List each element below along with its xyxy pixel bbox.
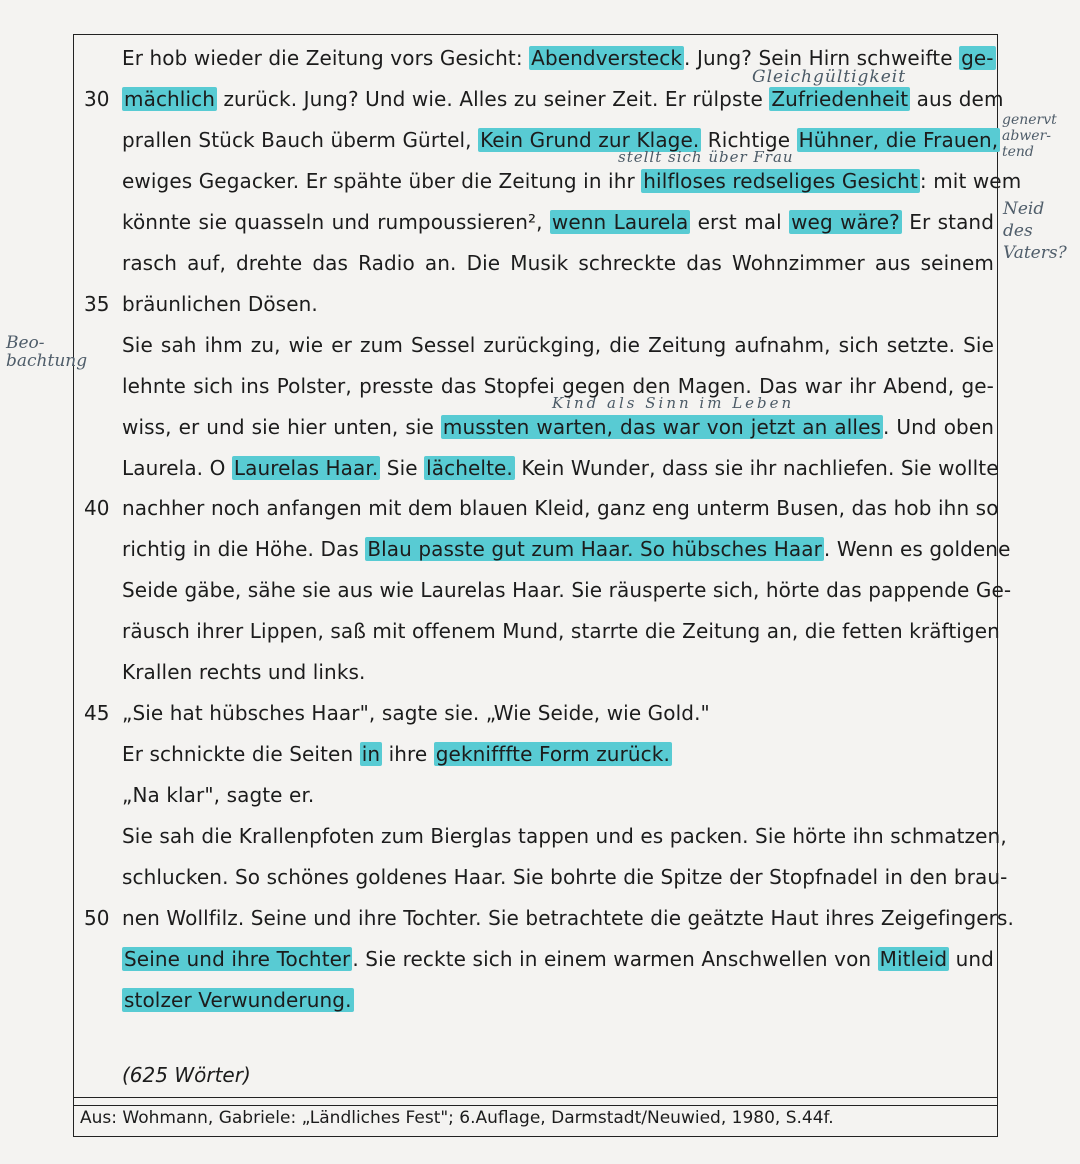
highlighted-text: Abendversteck — [531, 46, 683, 70]
word-count: (625 Wörter) — [122, 1063, 251, 1087]
text-segment: lehnte sich ins Polster, presste das Stopfei gegen den Magen. Das war ihr Abend, ge- — [122, 374, 994, 398]
text-segment: „Sie hat hübsches Haar", sagte sie. „Wie Seide, wie Gold." — [122, 701, 710, 725]
text-segment: . Und oben — [883, 415, 995, 439]
text-segment: . Wenn es goldene — [823, 537, 1011, 561]
text-line — [122, 496, 999, 520]
text-line — [122, 701, 994, 725]
highlighted-text: weg wäre? — [791, 210, 900, 234]
annotation-gleichgueltigkeit: Gleichgültigkeit — [752, 67, 907, 87]
text-segment: Er hob wieder die Zeitung vors Gesicht: — [122, 46, 530, 70]
text-line — [122, 783, 994, 807]
highlighted-text: Kein Grund zur Klage. — [480, 128, 700, 152]
text-segment: nen Wollfilz. Seine und ihre Tochter. Sie betrachtete die geätzte Haut ihres Zeigefingers. — [122, 906, 1014, 930]
highlighted-text: mächlich — [124, 87, 215, 111]
text-line — [122, 333, 994, 357]
text-line — [122, 660, 994, 684]
line-number: 45 — [84, 701, 110, 725]
source-citation: Aus: Wohmann, Gabriele: „Ländliches Fest"; 6.Auflage, Darmstadt/Neuwied, 1980, S.44f. — [73, 1097, 998, 1137]
text-segment: könnte sie quasseln und rumpoussieren², — [122, 210, 550, 234]
text-segment: und — [949, 947, 994, 971]
text-line — [122, 865, 1008, 889]
text-segment: . Jung? Sein Hirn schweifte — [684, 46, 960, 70]
text-line — [122, 988, 994, 1012]
line-number: 35 — [84, 292, 110, 316]
text-line — [122, 251, 994, 275]
annotation-beobachtung: Beo- bachtung — [6, 333, 88, 371]
text-segment: aus dem — [910, 87, 1004, 111]
annotation-neid: Neid des Vaters? — [1003, 199, 1067, 263]
text-segment: richtig in die Höhe. Das — [122, 537, 366, 561]
text-line — [122, 906, 1014, 930]
text-line — [122, 537, 1011, 561]
annotation-stellt-sich: stellt sich über Frau — [618, 148, 794, 166]
highlighted-text: wenn Laurela — [551, 210, 689, 234]
highlighted-text: Mitleid — [879, 947, 948, 971]
text-line — [122, 947, 994, 971]
text-segment: bräunlichen Dösen. — [122, 292, 318, 316]
text-line — [122, 619, 1000, 643]
text-segment: Sie sah die Krallenpfoten zum Bierglas tappen und es packen. Sie hörte ihn schmatzen, — [122, 824, 1007, 848]
text-frame — [73, 34, 998, 1106]
text-segment: Kein Wunder, dass sie ihr nachliefen. Sie wollte — [514, 456, 999, 480]
text-line — [122, 128, 999, 152]
text-segment: schlucken. So schönes goldenes Haar. Sie bohrte die Spitze der Stopfnadel in den brau- — [122, 865, 1008, 889]
text-line — [122, 456, 999, 480]
highlighted-text: Zufriedenheit — [771, 87, 909, 111]
text-segment: prallen Stück Bauch überm Gürtel, — [122, 128, 479, 152]
annotation-kind-als-sinn: Kind als Sinn im Leben — [552, 394, 795, 412]
highlighted-text: geknifffte Form zurück. — [435, 742, 670, 766]
text-line — [122, 824, 1007, 848]
highlighted-text: Seine und ihre Tochter — [124, 947, 351, 971]
text-segment: Seide gäbe, sähe sie aus wie Laurelas Haar. Sie räusperte sich, hörte das pappende Ge- — [122, 578, 1012, 602]
text-line — [122, 87, 1004, 111]
text-segment: Krallen rechts und links. — [122, 660, 366, 684]
text-segment: Er stand — [901, 210, 995, 234]
text-segment: nachher noch anfangen mit dem blauen Kleid, ganz eng unterm Busen, das hob ihn so — [122, 496, 999, 520]
text-segment: räusch ihrer Lippen, saß mit offenem Mund, starrte die Zeitung an, die fetten kräftigen — [122, 619, 1000, 643]
text-segment: Er schnickte die Seiten — [122, 742, 360, 766]
highlighted-text: stolzer Verwunderung. — [124, 988, 352, 1012]
text-line — [122, 742, 994, 766]
highlighted-text: Hühner, die Frauen, — [798, 128, 999, 152]
text-segment: erst mal — [690, 210, 790, 234]
text-line — [122, 578, 1012, 602]
highlighted-text: mussten warten, das war von jetzt an alles — [442, 415, 881, 439]
highlighted-text: in — [361, 742, 381, 766]
text-segment: Sie — [380, 456, 425, 480]
text-segment: ewiges Gegacker. Er spähte über die Zeitung in ihr — [122, 169, 642, 193]
line-number: 40 — [84, 496, 110, 520]
text-segment: rasch auf, drehte das Radio an. Die Musik schreckte das Wohnzimmer aus seinem — [122, 251, 994, 275]
text-line — [122, 415, 994, 439]
highlighted-text: Laurelas Haar. — [233, 456, 379, 480]
text-line — [122, 169, 1022, 193]
text-segment: Richtige — [701, 128, 797, 152]
highlighted-text: lächelte. — [426, 456, 513, 480]
text-segment: . Sie reckte sich in einem warmen Anschwellen von — [352, 947, 878, 971]
text-segment: Laurela. O — [122, 456, 232, 480]
text-segment: ihre — [382, 742, 434, 766]
text-line — [122, 292, 994, 316]
text-segment: „Na klar", sagte er. — [122, 783, 315, 807]
line-number: 50 — [84, 906, 110, 930]
text-segment: : mit wem — [919, 169, 1022, 193]
text-segment: zurück. Jung? Und wie. Alles zu seiner Zeit. Er rülpste — [217, 87, 770, 111]
annotation-genervt: genervt abwer- tend — [1002, 112, 1057, 160]
text-segment: Sie sah ihm zu, wie er zum Sessel zurückging, die Zeitung aufnahm, sich setzte. Sie — [122, 333, 994, 357]
highlighted-text: hilfloses redseliges Gesicht — [643, 169, 918, 193]
highlighted-text: Blau passte gut zum Haar. So hübsches Haar — [367, 537, 822, 561]
text-line — [122, 210, 994, 234]
line-number: 30 — [84, 87, 110, 111]
text-segment: wiss, er und sie hier unten, sie — [122, 415, 441, 439]
highlighted-text: ge- — [961, 46, 994, 70]
